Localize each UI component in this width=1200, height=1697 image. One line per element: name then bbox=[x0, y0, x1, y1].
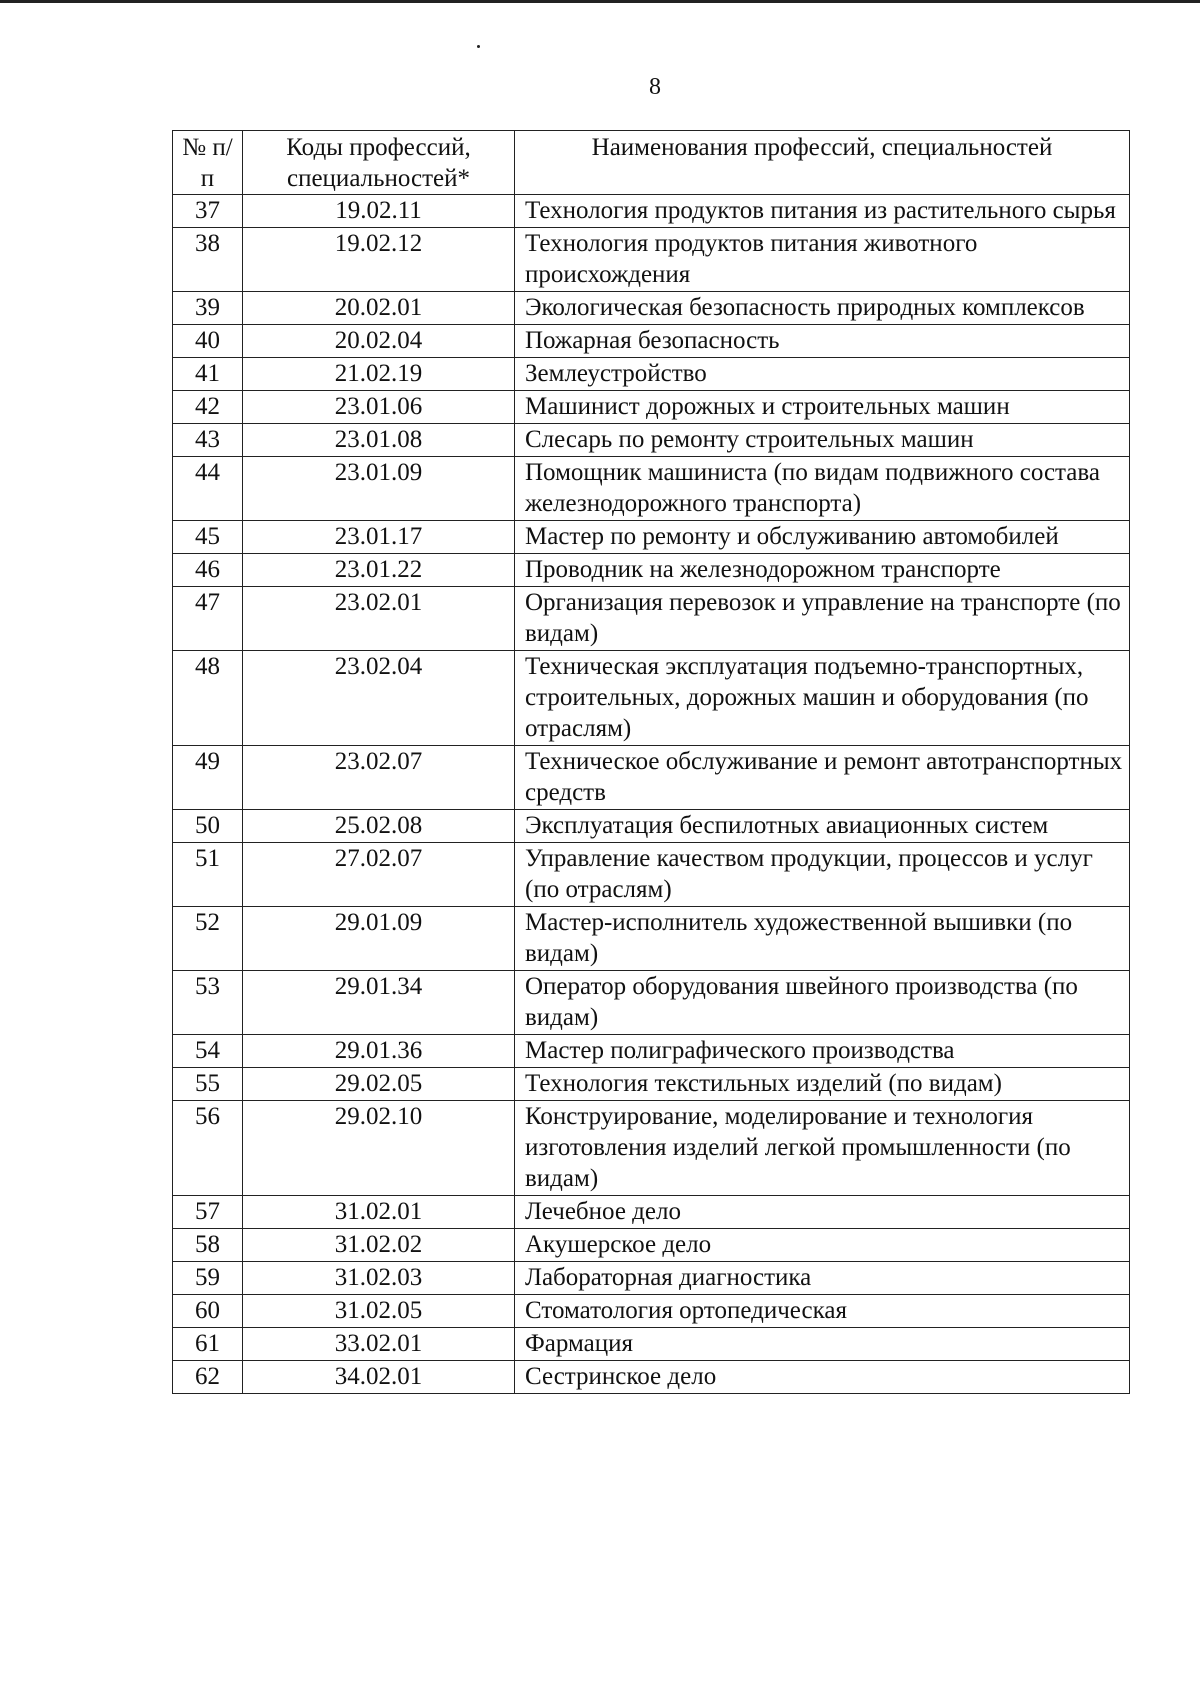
row-name: Технология продуктов питания из растительного сырья bbox=[515, 195, 1130, 228]
row-num: 38 bbox=[173, 228, 243, 292]
row-num: 54 bbox=[173, 1035, 243, 1068]
row-num: 56 bbox=[173, 1101, 243, 1196]
table-row bbox=[173, 292, 1130, 325]
row-code: 29.02.10 bbox=[243, 1101, 515, 1196]
row-num: 62 bbox=[173, 1361, 243, 1394]
row-num: 51 bbox=[173, 843, 243, 907]
row-code: 23.02.01 bbox=[243, 587, 515, 651]
row-code: 19.02.12 bbox=[243, 228, 515, 292]
row-num: 46 bbox=[173, 554, 243, 587]
row-code: 33.02.01 bbox=[243, 1328, 515, 1361]
row-num: 55 bbox=[173, 1068, 243, 1101]
row-num: 53 bbox=[173, 971, 243, 1035]
row-name: Оператор оборудования швейного производства (по видам) bbox=[515, 971, 1130, 1035]
table-row bbox=[173, 1101, 1130, 1196]
header-name: Наименования профессий, специальностей bbox=[515, 131, 1130, 195]
scan-edge-line bbox=[0, 0, 1200, 3]
row-code: 34.02.01 bbox=[243, 1361, 515, 1394]
row-num: 61 bbox=[173, 1328, 243, 1361]
table-row bbox=[173, 424, 1130, 457]
row-name: Конструирование, моделирование и технология изготовления изделий легкой промышленности (по видам) bbox=[515, 1101, 1130, 1196]
row-name: Лечебное дело bbox=[515, 1196, 1130, 1229]
row-name: Организация перевозок и управление на транспорте (по видам) bbox=[515, 587, 1130, 651]
table-row bbox=[173, 457, 1130, 521]
row-code: 23.02.07 bbox=[243, 746, 515, 810]
row-num: 57 bbox=[173, 1196, 243, 1229]
row-num: 59 bbox=[173, 1262, 243, 1295]
row-num: 37 bbox=[173, 195, 243, 228]
row-code: 27.02.07 bbox=[243, 843, 515, 907]
row-name: Лабораторная диагностика bbox=[515, 1262, 1130, 1295]
page-number: 8 bbox=[649, 74, 661, 100]
row-name: Мастер по ремонту и обслуживанию автомобилей bbox=[515, 521, 1130, 554]
row-code: 23.01.06 bbox=[243, 391, 515, 424]
row-num: 41 bbox=[173, 358, 243, 391]
table-row bbox=[173, 1068, 1130, 1101]
row-name: Экологическая безопасность природных комплексов bbox=[515, 292, 1130, 325]
row-num: 47 bbox=[173, 587, 243, 651]
table-row bbox=[173, 1328, 1130, 1361]
row-code: 23.01.08 bbox=[243, 424, 515, 457]
row-num: 40 bbox=[173, 325, 243, 358]
row-num: 48 bbox=[173, 651, 243, 746]
header-code: Коды профессий, специальностей* bbox=[243, 131, 515, 195]
row-code: 31.02.03 bbox=[243, 1262, 515, 1295]
table-row bbox=[173, 195, 1130, 228]
row-num: 42 bbox=[173, 391, 243, 424]
table-row bbox=[173, 554, 1130, 587]
row-code: 23.02.04 bbox=[243, 651, 515, 746]
row-num: 44 bbox=[173, 457, 243, 521]
row-name: Помощник машиниста (по видам подвижного состава железнодорожного транспорта) bbox=[515, 457, 1130, 521]
table-row bbox=[173, 971, 1130, 1035]
row-name: Машинист дорожных и строительных машин bbox=[515, 391, 1130, 424]
row-name: Пожарная безопасность bbox=[515, 325, 1130, 358]
row-code: 23.01.22 bbox=[243, 554, 515, 587]
table-row bbox=[173, 1035, 1130, 1068]
row-name: Мастер полиграфического производства bbox=[515, 1035, 1130, 1068]
row-num: 58 bbox=[173, 1229, 243, 1262]
row-code: 29.01.09 bbox=[243, 907, 515, 971]
row-num: 43 bbox=[173, 424, 243, 457]
table-header-row bbox=[173, 131, 1130, 195]
table-row bbox=[173, 228, 1130, 292]
table-row bbox=[173, 587, 1130, 651]
row-code: 21.02.19 bbox=[243, 358, 515, 391]
row-code: 20.02.04 bbox=[243, 325, 515, 358]
row-name: Проводник на железнодорожном транспорте bbox=[515, 554, 1130, 587]
row-num: 45 bbox=[173, 521, 243, 554]
table-row bbox=[173, 810, 1130, 843]
table-row bbox=[173, 1196, 1130, 1229]
row-num: 60 bbox=[173, 1295, 243, 1328]
table-row bbox=[173, 391, 1130, 424]
row-code: 19.02.11 bbox=[243, 195, 515, 228]
row-name: Стоматология ортопедическая bbox=[515, 1295, 1130, 1328]
row-name: Мастер-исполнитель художественной вышивки (по видам) bbox=[515, 907, 1130, 971]
table-row bbox=[173, 651, 1130, 746]
professions-table bbox=[172, 130, 1130, 1394]
row-code: 31.02.01 bbox=[243, 1196, 515, 1229]
table-header bbox=[173, 131, 1130, 195]
row-num: 52 bbox=[173, 907, 243, 971]
table-row bbox=[173, 843, 1130, 907]
table-row bbox=[173, 325, 1130, 358]
scan-artifact-dot bbox=[477, 45, 480, 48]
row-name: Технология текстильных изделий (по видам) bbox=[515, 1068, 1130, 1101]
row-code: 23.01.17 bbox=[243, 521, 515, 554]
row-code: 31.02.05 bbox=[243, 1295, 515, 1328]
table-row bbox=[173, 1262, 1130, 1295]
header-num: № п/п bbox=[173, 131, 243, 195]
table-row bbox=[173, 1361, 1130, 1394]
row-name: Слесарь по ремонту строительных машин bbox=[515, 424, 1130, 457]
table-row bbox=[173, 746, 1130, 810]
row-code: 29.01.36 bbox=[243, 1035, 515, 1068]
table-row bbox=[173, 907, 1130, 971]
row-code: 29.01.34 bbox=[243, 971, 515, 1035]
table-row bbox=[173, 1295, 1130, 1328]
row-name: Эксплуатация беспилотных авиационных систем bbox=[515, 810, 1130, 843]
row-name: Акушерское дело bbox=[515, 1229, 1130, 1262]
row-num: 49 bbox=[173, 746, 243, 810]
row-num: 39 bbox=[173, 292, 243, 325]
row-code: 31.02.02 bbox=[243, 1229, 515, 1262]
row-code: 29.02.05 bbox=[243, 1068, 515, 1101]
row-code: 25.02.08 bbox=[243, 810, 515, 843]
row-name: Техническая эксплуатация подъемно-транспортных, строительных, дорожных машин и оборудования (по отраслям) bbox=[515, 651, 1130, 746]
row-code: 23.01.09 bbox=[243, 457, 515, 521]
table-row bbox=[173, 521, 1130, 554]
row-name: Техническое обслуживание и ремонт автотранспортных средств bbox=[515, 746, 1130, 810]
row-code: 20.02.01 bbox=[243, 292, 515, 325]
table-row bbox=[173, 1229, 1130, 1262]
row-name: Сестринское дело bbox=[515, 1361, 1130, 1394]
table-row bbox=[173, 358, 1130, 391]
row-name: Фармация bbox=[515, 1328, 1130, 1361]
row-name: Технология продуктов питания животного происхождения bbox=[515, 228, 1130, 292]
table-body bbox=[173, 195, 1130, 1394]
row-name: Управление качеством продукции, процессов и услуг (по отраслям) bbox=[515, 843, 1130, 907]
row-num: 50 bbox=[173, 810, 243, 843]
row-name: Землеустройство bbox=[515, 358, 1130, 391]
